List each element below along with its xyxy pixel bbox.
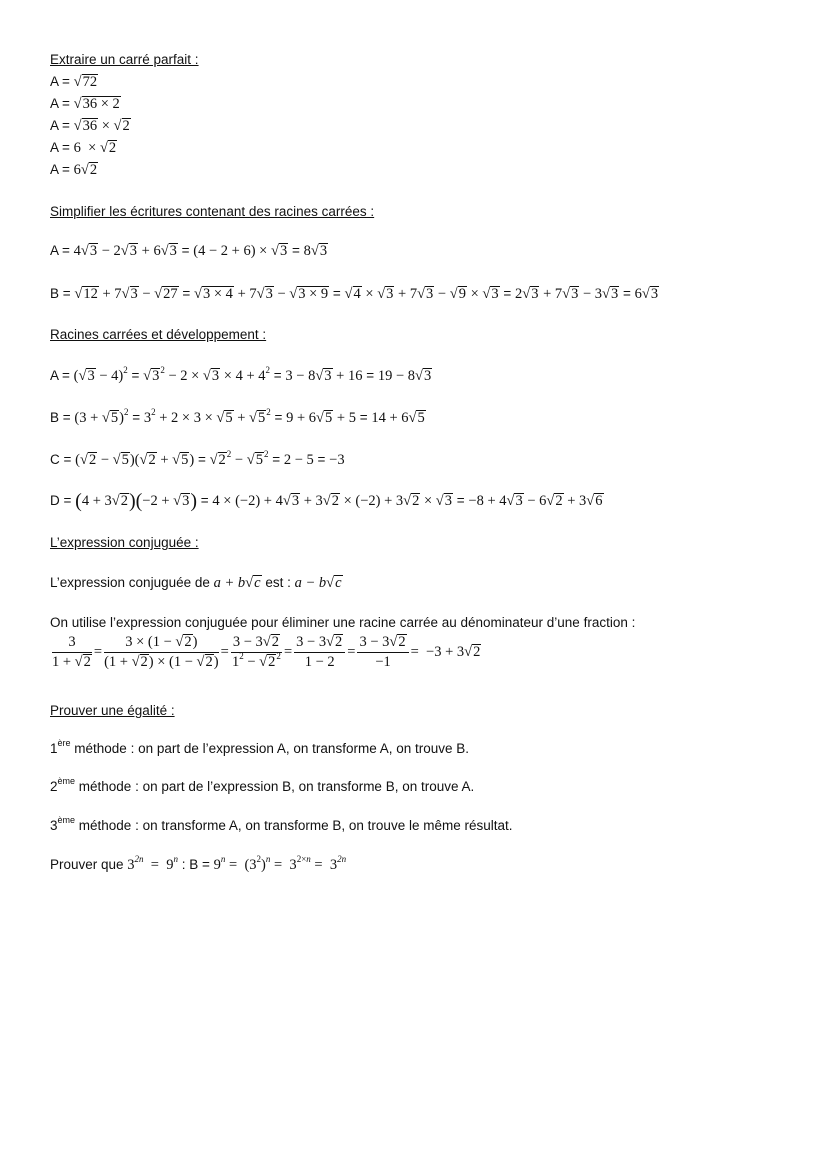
section-title-perfect-square: Extraire un carré parfait : [50,52,199,67]
section-title-simplify: Simplifier les écritures contenant des racines carrées : [50,204,375,219]
equation-line: A = 4√3 − 2√3 + 6√3 = (4 − 2 + 6) × √3 = 8√3 [50,243,328,259]
section-title-conjugate: L’expression conjuguée : [50,535,199,550]
section-title-expansion: Racines carrées et développement : [50,327,267,342]
equation-line: A = √72 [50,74,98,90]
method-3: 3ème méthode : on transforme A, on transforme B, on trouve le même résultat. [50,815,513,833]
method-2: 2ème méthode : on part de l’expression B, on transforme B, on trouve A. [50,776,475,794]
fraction-equation: $\frac{3}{1 + √2}$ = $\frac{3 \times (1 - √2)}{(1 + √2) \times (1 - √2)}$ = $\frac{3 - 3√2}{1^2 - √2^2}$ = $\frac{3 - 3√2}{1 - 2}$ = $\frac{3 - 3√2}{-1}$ = −3 + 3√2 [52,634,481,670]
proof-example: Prouver que $3^{2n} = 9^n$ : $B = 9^n = (3^2)^n = 3^{2\times n} = 3^{2n}$ [50,854,347,873]
equation-line: $A = (√3 - 4)^2 = √3^2 - 2 \times √3 \times 4 + 4^2 = 3 - 8√3 + 16 = 19 - 8√3$ [50,365,432,384]
equation-line: $B = (3 + √5)^2 = 3^2 + 2 \times 3 \times √5 + √5^2 = 9 + 6√5 + 5 = 14 + 6√5$ [50,407,425,426]
equation-line: A = √36 × √2 [50,118,130,134]
equation-line: A = 6√2 [50,162,98,178]
conjugate-definition: L’expression conjuguée de a + b√c est : a − b√c [50,575,342,591]
section-title-prove-equality: Prouver une égalité : [50,703,175,718]
equation-line: B = √12 + 7√3 − √27 = √3 × 4 + 7√3 − √3 × 9 = √4 × √3 + 7√3 − √9 × √3 = 2√3 + 7√3 − 3√3 = 6√3 [50,286,659,302]
equation-line: $C = (√2 - √5)(√2 + √5) = √2^2 - √5^2 = 2 - 5 = -3$ [50,449,345,468]
document-page [50,0,808,1171]
equation-line: D = (4 + 3√2)(−2 + √3) = 4 × (−2) + 4√3 + 3√2 × (−2) + 3√2 × √3 = −8 + 4√3 − 6√2 + 3√6 [50,490,603,512]
equation-line: A = √36 × 2 [50,96,120,112]
equation-line: A = 6 × √2 [50,140,117,156]
conjugate-usage: On utilise l’expression conjuguée pour éliminer une racine carrée au dénominateur d’une fraction : [50,615,636,630]
method-1: 1ère méthode : on part de l’expression A, on transforme A, on trouve B. [50,738,470,756]
